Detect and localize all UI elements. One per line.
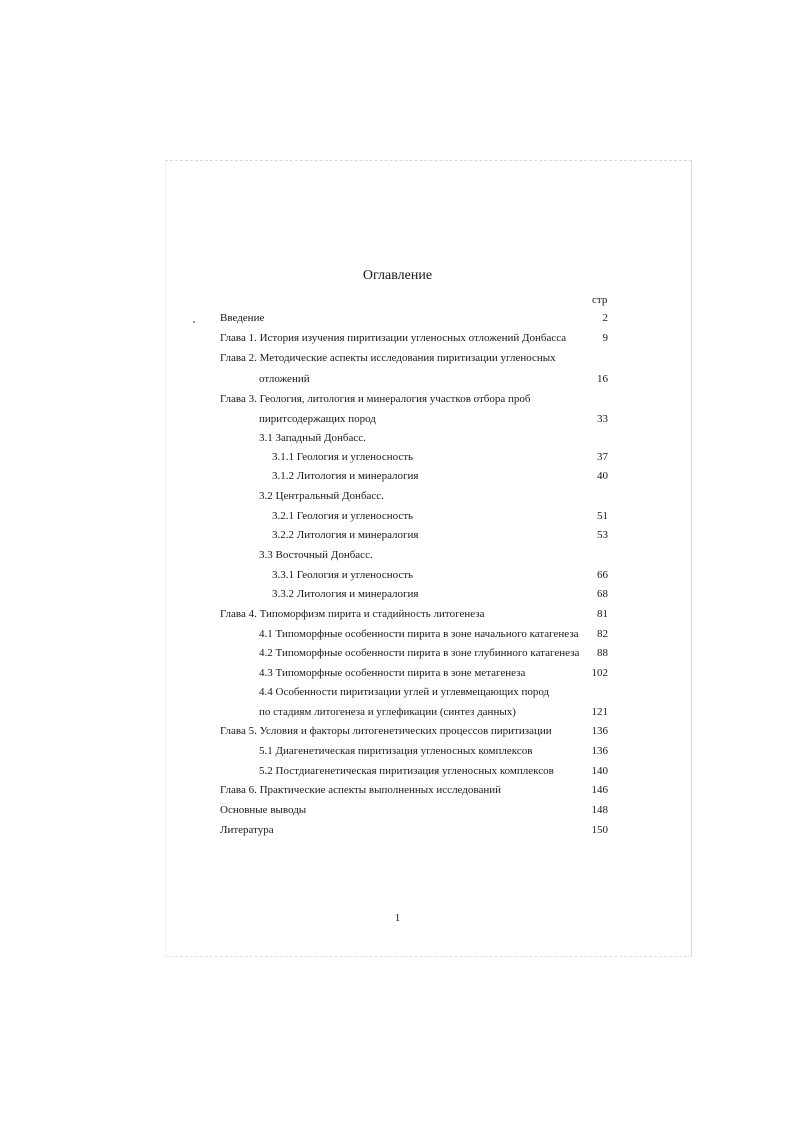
toc-entry-text: Глава 1. История изучения пиритизации угленосных отложений Донбасса	[220, 332, 567, 344]
toc-entry-text: 3.2.2 Литология и минералогия	[272, 529, 419, 541]
toc-entry-page: 150	[591, 824, 608, 836]
toc-entry	[0, 352, 795, 368]
toc-entry	[0, 470, 795, 486]
toc-entry-page: 33	[597, 413, 608, 425]
toc-entry-page: 40	[597, 470, 608, 482]
toc-entry-text: 4.3 Типоморфные особенности пирита в зоне метагенеза	[259, 667, 526, 679]
toc-entry-text: Введение	[220, 312, 265, 324]
toc-entry	[0, 745, 795, 761]
toc-entry-text: Глава 3. Геология, литология и минералогия участков отбора проб	[220, 393, 531, 405]
toc-entry-text: 5.1 Диагенетическая пиритизация угленосных комплексов	[259, 745, 533, 757]
toc-entry	[0, 432, 795, 448]
toc-entry-page: 88	[597, 647, 608, 659]
toc-entry-text: Глава 6. Практические аспекты выполненных исследований	[220, 784, 501, 796]
toc-entry-page: 146	[591, 784, 608, 796]
toc-entry-text: пиритсодержащих пород	[259, 413, 376, 425]
toc-entry-page: 121	[591, 706, 608, 718]
toc-entry-text: 3.3.1 Геология и угленосность	[272, 569, 414, 581]
toc-entry	[0, 569, 795, 585]
toc-entry-page: 140	[591, 765, 608, 777]
toc-entry-page: 9	[602, 332, 608, 344]
toc-entry	[0, 549, 795, 565]
toc-entry-page: 53	[597, 529, 608, 541]
toc-entry-page: 81	[597, 608, 608, 620]
toc-entry	[0, 628, 795, 644]
toc-entry	[0, 588, 795, 604]
toc-entry-page: 136	[591, 745, 608, 757]
toc-entry	[0, 706, 795, 722]
toc-entry	[0, 765, 795, 781]
toc-entry-page: 82	[597, 628, 608, 640]
toc-entry	[0, 510, 795, 526]
toc-entry-page: 136	[591, 725, 608, 737]
toc-entry-text: 3.1.2 Литология и минералогия	[272, 470, 419, 482]
toc-entry-text: Основные выводы	[220, 804, 307, 816]
toc-entry	[0, 608, 795, 624]
toc-entry-text: 4.1 Типоморфные особенности пирита в зоне начального катагенеза	[259, 628, 579, 640]
toc-entry-page: 148	[591, 804, 608, 816]
toc-entry	[0, 647, 795, 663]
toc-entry	[0, 824, 795, 840]
toc-entry	[0, 725, 795, 741]
toc-entry-text: 3.1.1 Геология и угленосность	[272, 451, 414, 463]
toc-entry	[0, 529, 795, 545]
toc-entry-text: по стадиям литогенеза и углефикации (синтез данных)	[259, 706, 516, 718]
toc-entry-text: Глава 5. Условия и факторы литогенетических процессов пиритизации	[220, 725, 552, 737]
toc-entry-text: Глава 2. Методические аспекты исследования пиритизации угленосных	[220, 352, 556, 364]
toc-entry-page: 68	[597, 588, 608, 600]
toc-entry	[0, 804, 795, 820]
toc-title: Оглавление	[362, 268, 433, 283]
toc-entry	[0, 332, 795, 348]
toc-entry	[0, 784, 795, 800]
toc-entry-page: 66	[597, 569, 608, 581]
toc-entry-text: 3.3.2 Литология и минералогия	[272, 588, 419, 600]
toc-entry-text: 5.2 Постдиагенетическая пиритизация угленосных комплексов	[259, 765, 554, 777]
toc-entry	[0, 490, 795, 506]
toc-entry-text: отложений	[259, 373, 310, 385]
toc-entry-text: 4.2 Типоморфные особенности пирита в зоне глубинного катагенеза	[259, 647, 580, 659]
toc-entry-page: 16	[597, 373, 608, 385]
toc-entry-page: 51	[597, 510, 608, 522]
toc-entry	[0, 373, 795, 389]
toc-entry-text: 3.1 Западный Донбасс.	[259, 432, 366, 444]
toc-entry-text: 3.2.1 Геология и угленосность	[272, 510, 414, 522]
toc-entry-text: Литература	[220, 824, 274, 836]
page-number: 1	[394, 912, 401, 924]
toc-entry-page: 2	[602, 312, 608, 324]
toc-entry	[0, 667, 795, 683]
toc-entry-text: 4.4 Особенности пиритизации углей и углевмещающих пород	[259, 686, 550, 698]
toc-entry-page: 37	[597, 451, 608, 463]
toc-entry-text: Глава 4. Типоморфизм пирита и стадийность литогенеза	[220, 608, 485, 620]
toc-entry	[0, 312, 795, 328]
toc-entry	[0, 393, 795, 409]
toc-entry	[0, 413, 795, 429]
toc-entry	[0, 686, 795, 702]
page-column-label: стр	[592, 294, 608, 306]
toc-entry-text: 3.2 Центральный Донбасс.	[259, 490, 384, 502]
toc-entry-text: 3.3 Восточный Донбасс.	[259, 549, 373, 561]
toc-entry	[0, 451, 795, 467]
toc-entry-page: 102	[591, 667, 608, 679]
